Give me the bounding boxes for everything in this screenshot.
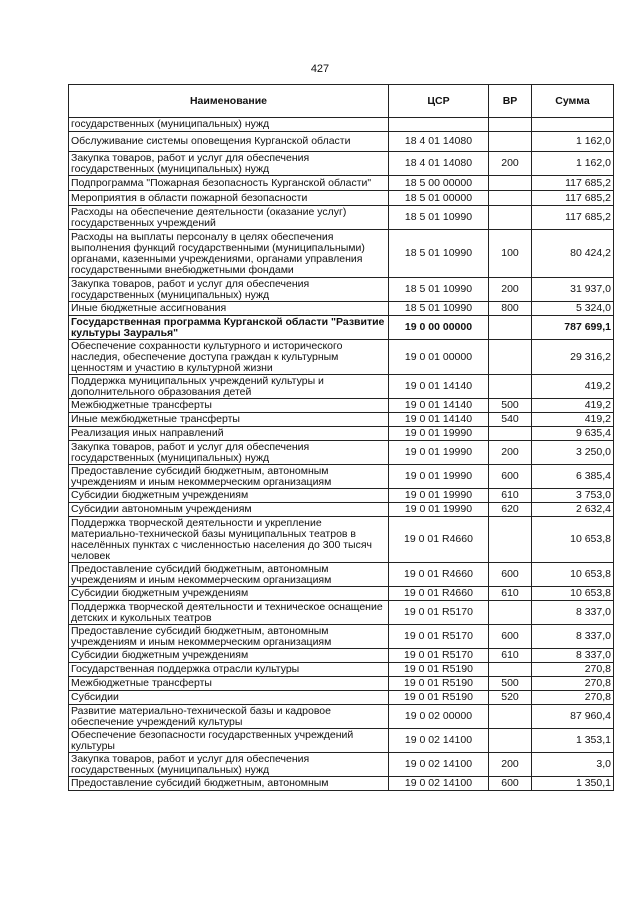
cell-csr: 19 0 01 19990: [389, 465, 489, 489]
cell-name: Расходы на обеспечение деятельности (оказание услуг) государственных учреждений: [69, 206, 389, 230]
cell-vr: 500: [489, 399, 532, 413]
table-row: [69, 278, 614, 302]
header-vr: ВР: [489, 85, 532, 118]
budget-table: [68, 84, 614, 791]
cell-name: Обеспечение безопасности государственных учреждений культуры: [69, 729, 389, 753]
cell-sum: 270,8: [532, 691, 614, 705]
cell-vr: 600: [489, 625, 532, 649]
table-row: [69, 413, 614, 427]
cell-sum: 10 653,8: [532, 517, 614, 563]
cell-name: Поддержка творческой деятельности и техническое оснащение детских и кукольных театров: [69, 601, 389, 625]
cell-csr: 19 0 01 R5170: [389, 625, 489, 649]
table-row: [69, 118, 614, 132]
cell-vr: [489, 601, 532, 625]
cell-sum: 787 699,1: [532, 316, 614, 340]
cell-name: Закупка товаров, работ и услуг для обеспечения государственных (муниципальных) нужд: [69, 152, 389, 176]
cell-name: Субсидии бюджетным учреждениям: [69, 489, 389, 503]
cell-sum: 31 937,0: [532, 278, 614, 302]
table-row: [69, 691, 614, 705]
cell-vr: [489, 118, 532, 132]
cell-csr: 19 0 01 19990: [389, 503, 489, 517]
cell-csr: 19 0 01 00000: [389, 340, 489, 375]
cell-csr: 19 0 01 R5190: [389, 691, 489, 705]
table-row: [69, 587, 614, 601]
page-number: 427: [310, 63, 330, 75]
cell-csr: 19 0 01 R5170: [389, 649, 489, 663]
table-row: [69, 206, 614, 230]
cell-csr: 18 5 01 10990: [389, 206, 489, 230]
cell-sum: 419,2: [532, 399, 614, 413]
cell-csr: 19 0 00 00000: [389, 316, 489, 340]
cell-csr: 19 0 01 19990: [389, 489, 489, 503]
cell-csr: 18 5 01 00000: [389, 191, 489, 206]
cell-sum: 270,8: [532, 663, 614, 677]
cell-name: Предоставление субсидий бюджетным, автономным учреждениям и иным некоммерческим организациям: [69, 465, 389, 489]
table-row: [69, 465, 614, 489]
table-row: [69, 427, 614, 441]
cell-csr: 19 0 02 14100: [389, 729, 489, 753]
header-name: Наименование: [69, 85, 389, 118]
table-row: [69, 517, 614, 563]
cell-sum: 3 753,0: [532, 489, 614, 503]
cell-name: Предоставление субсидий бюджетным, автономным: [69, 777, 389, 791]
cell-name: Поддержка творческой деятельности и укрепление материально-технической базы муниципальных театров в населённых пунктах с численностью населения до 300 тысяч человек: [69, 517, 389, 563]
cell-vr: [489, 705, 532, 729]
cell-csr: 19 0 01 R4660: [389, 517, 489, 563]
table-row: [69, 191, 614, 206]
cell-name: Развитие материально-технической базы и кадровое обеспечение учреждений культуры: [69, 705, 389, 729]
cell-name: Межбюджетные трансферты: [69, 399, 389, 413]
table-row: [69, 729, 614, 753]
cell-sum: 270,8: [532, 677, 614, 691]
cell-csr: 18 5 01 10990: [389, 230, 489, 278]
cell-name: государственных (муниципальных) нужд: [69, 118, 389, 132]
cell-sum: 3,0: [532, 753, 614, 777]
cell-vr: [489, 132, 532, 152]
cell-vr: 610: [489, 649, 532, 663]
cell-csr: 19 0 01 R5190: [389, 663, 489, 677]
cell-name: Расходы на выплаты персоналу в целях обеспечения выполнения функций государственными (муниципальными) органами, казенными учреждениями, органами управления государственными внебюджетными фондами: [69, 230, 389, 278]
cell-name: Межбюджетные трансферты: [69, 677, 389, 691]
cell-sum: 8 337,0: [532, 649, 614, 663]
cell-name: Мероприятия в области пожарной безопасности: [69, 191, 389, 206]
cell-csr: 19 0 01 19990: [389, 427, 489, 441]
cell-sum: 8 337,0: [532, 601, 614, 625]
cell-sum: 419,2: [532, 375, 614, 399]
cell-sum: 1 350,1: [532, 777, 614, 791]
cell-name: Обслуживание системы оповещения Курганской области: [69, 132, 389, 152]
cell-csr: 19 0 01 14140: [389, 399, 489, 413]
cell-vr: 100: [489, 230, 532, 278]
cell-csr: 19 0 02 14100: [389, 753, 489, 777]
cell-sum: 10 653,8: [532, 587, 614, 601]
table-header-row: [69, 85, 614, 118]
cell-vr: 200: [489, 441, 532, 465]
cell-vr: [489, 316, 532, 340]
table-row: [69, 677, 614, 691]
table-row: [69, 316, 614, 340]
cell-sum: 10 653,8: [532, 563, 614, 587]
table-row: [69, 503, 614, 517]
cell-name: Субсидии: [69, 691, 389, 705]
cell-sum: 419,2: [532, 413, 614, 427]
cell-csr: 19 0 01 R5190: [389, 677, 489, 691]
cell-vr: 520: [489, 691, 532, 705]
cell-csr: 18 5 00 00000: [389, 176, 489, 191]
cell-csr: 19 0 01 14140: [389, 375, 489, 399]
cell-sum: 9 635,4: [532, 427, 614, 441]
cell-sum: 29 316,2: [532, 340, 614, 375]
header-csr: ЦСР: [389, 85, 489, 118]
cell-sum: 87 960,4: [532, 705, 614, 729]
cell-sum: 5 324,0: [532, 302, 614, 316]
cell-name: Закупка товаров, работ и услуг для обеспечения государственных (муниципальных) нужд: [69, 278, 389, 302]
cell-name: Государственная поддержка отрасли культуры: [69, 663, 389, 677]
table-row: [69, 152, 614, 176]
cell-csr: 19 0 02 00000: [389, 705, 489, 729]
cell-vr: 200: [489, 152, 532, 176]
cell-sum: 3 250,0: [532, 441, 614, 465]
table-row: [69, 302, 614, 316]
cell-sum: 2 632,4: [532, 503, 614, 517]
cell-vr: 500: [489, 677, 532, 691]
cell-vr: 800: [489, 302, 532, 316]
cell-sum: 117 685,2: [532, 176, 614, 191]
cell-sum: 1 162,0: [532, 132, 614, 152]
cell-sum: 1 162,0: [532, 152, 614, 176]
cell-csr: 18 4 01 14080: [389, 152, 489, 176]
table-row: [69, 663, 614, 677]
table-row: [69, 777, 614, 791]
cell-sum: 1 353,1: [532, 729, 614, 753]
cell-vr: [489, 340, 532, 375]
cell-name: Субсидии бюджетным учреждениям: [69, 587, 389, 601]
cell-name: Субсидии автономным учреждениям: [69, 503, 389, 517]
cell-vr: [489, 517, 532, 563]
cell-vr: [489, 729, 532, 753]
cell-csr: 19 0 01 R4660: [389, 563, 489, 587]
table-row: [69, 601, 614, 625]
cell-vr: 620: [489, 503, 532, 517]
table-row: [69, 649, 614, 663]
cell-vr: 610: [489, 489, 532, 503]
cell-name: Закупка товаров, работ и услуг для обеспечения государственных (муниципальных) нужд: [69, 753, 389, 777]
cell-vr: [489, 663, 532, 677]
cell-vr: 600: [489, 465, 532, 489]
table-row: [69, 563, 614, 587]
cell-sum: 117 685,2: [532, 191, 614, 206]
cell-name: Обеспечение сохранности культурного и исторического наследия, обеспечение доступа граждан к культурным ценностям и участию в культурной жизни: [69, 340, 389, 375]
cell-sum: 8 337,0: [532, 625, 614, 649]
cell-name: Поддержка муниципальных учреждений культуры и дополнительного образования детей: [69, 375, 389, 399]
cell-csr: 19 0 01 19990: [389, 441, 489, 465]
cell-csr: 19 0 01 R5170: [389, 601, 489, 625]
header-sum: Сумма: [532, 85, 614, 118]
cell-sum: 117 685,2: [532, 206, 614, 230]
cell-name: Государственная программа Курганской области "Развитие культуры Зауралья": [69, 316, 389, 340]
table-row: [69, 132, 614, 152]
cell-csr: [389, 118, 489, 132]
table-row: [69, 230, 614, 278]
cell-csr: 18 5 01 10990: [389, 278, 489, 302]
cell-name: Предоставление субсидий бюджетным, автономным учреждениям и иным некоммерческим организациям: [69, 563, 389, 587]
table-row: [69, 176, 614, 191]
cell-vr: [489, 191, 532, 206]
cell-sum: 80 424,2: [532, 230, 614, 278]
table-row: [69, 375, 614, 399]
table-row: [69, 399, 614, 413]
cell-vr: [489, 176, 532, 191]
cell-vr: 200: [489, 278, 532, 302]
cell-vr: 540: [489, 413, 532, 427]
cell-csr: 18 4 01 14080: [389, 132, 489, 152]
cell-csr: 19 0 02 14100: [389, 777, 489, 791]
cell-sum: 6 385,4: [532, 465, 614, 489]
cell-name: Иные бюджетные ассигнования: [69, 302, 389, 316]
cell-csr: 18 5 01 10990: [389, 302, 489, 316]
cell-vr: 200: [489, 753, 532, 777]
cell-name: Предоставление субсидий бюджетным, автономным учреждениям и иным некоммерческим организациям: [69, 625, 389, 649]
table-row: [69, 705, 614, 729]
cell-name: Закупка товаров, работ и услуг для обеспечения государственных (муниципальных) нужд: [69, 441, 389, 465]
cell-csr: 19 0 01 14140: [389, 413, 489, 427]
cell-vr: [489, 375, 532, 399]
cell-sum: [532, 118, 614, 132]
table-row: [69, 340, 614, 375]
cell-name: Субсидии бюджетным учреждениям: [69, 649, 389, 663]
table-row: [69, 489, 614, 503]
cell-vr: 600: [489, 777, 532, 791]
table-row: [69, 753, 614, 777]
cell-name: Реализация иных направлений: [69, 427, 389, 441]
table-row: [69, 441, 614, 465]
cell-vr: 600: [489, 563, 532, 587]
cell-name: Иные межбюджетные трансферты: [69, 413, 389, 427]
table-row: [69, 625, 614, 649]
cell-name: Подпрограмма "Пожарная безопасность Курганской области": [69, 176, 389, 191]
cell-vr: 610: [489, 587, 532, 601]
cell-vr: [489, 206, 532, 230]
cell-vr: [489, 427, 532, 441]
cell-csr: 19 0 01 R4660: [389, 587, 489, 601]
